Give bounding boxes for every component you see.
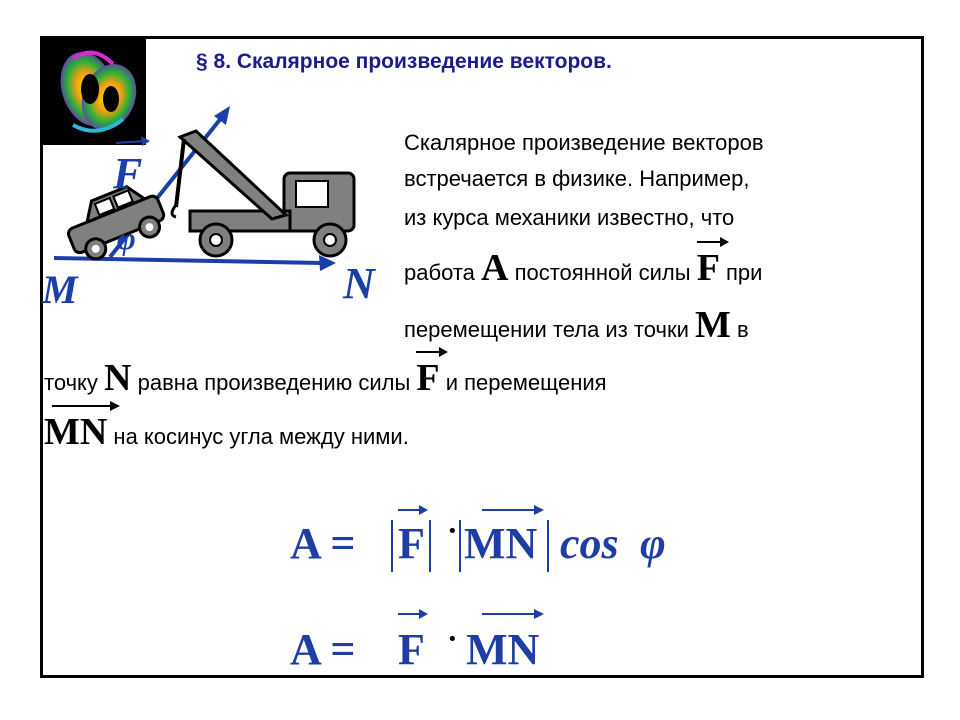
formula-1-dot: · <box>447 512 458 548</box>
body-line-6: точку N равна произведению силы F и перемещения <box>44 356 607 400</box>
formula-1-f: F <box>398 519 425 568</box>
displacement-vector-mn: MN <box>44 410 107 454</box>
body-line-4: работа A постоянной силы F при <box>404 246 762 290</box>
body-line-2: встречается в физике. Например, <box>404 166 750 191</box>
formula-dot-product: A = <box>290 625 356 674</box>
formula-2-f: F <box>398 625 425 674</box>
body-line-1: Скалярное произведение векторов <box>404 130 764 155</box>
formula-scalar-product: A = <box>290 519 356 568</box>
angle-phi-label: φ <box>117 220 136 256</box>
force-vector-f-2: F <box>416 356 439 400</box>
vector-f-label: F <box>113 149 143 198</box>
work-symbol-a: A <box>481 247 509 289</box>
formula-1-cos: cos <box>560 519 619 568</box>
body-line-3: из курса механики известно, что <box>404 205 735 230</box>
point-n-label: N <box>343 259 375 308</box>
formula-1-phi: φ <box>640 519 666 568</box>
point-m-label: M <box>42 267 78 312</box>
point-m-symbol: M <box>694 304 731 346</box>
tow-truck-diagram <box>40 95 380 295</box>
body-line-7: MN на косинус угла между ними. <box>44 410 409 454</box>
point-n-symbol: N <box>104 357 132 399</box>
force-vector-f: F <box>697 246 720 290</box>
formula-2-mn: MN <box>466 625 540 674</box>
slide-title: § 8. Скалярное произведение векторов. <box>196 50 612 73</box>
formula-2-dot: · <box>447 620 458 656</box>
body-line-5: перемещении тела из точки M в <box>404 304 749 346</box>
formula-1-mn: MN <box>464 519 538 568</box>
